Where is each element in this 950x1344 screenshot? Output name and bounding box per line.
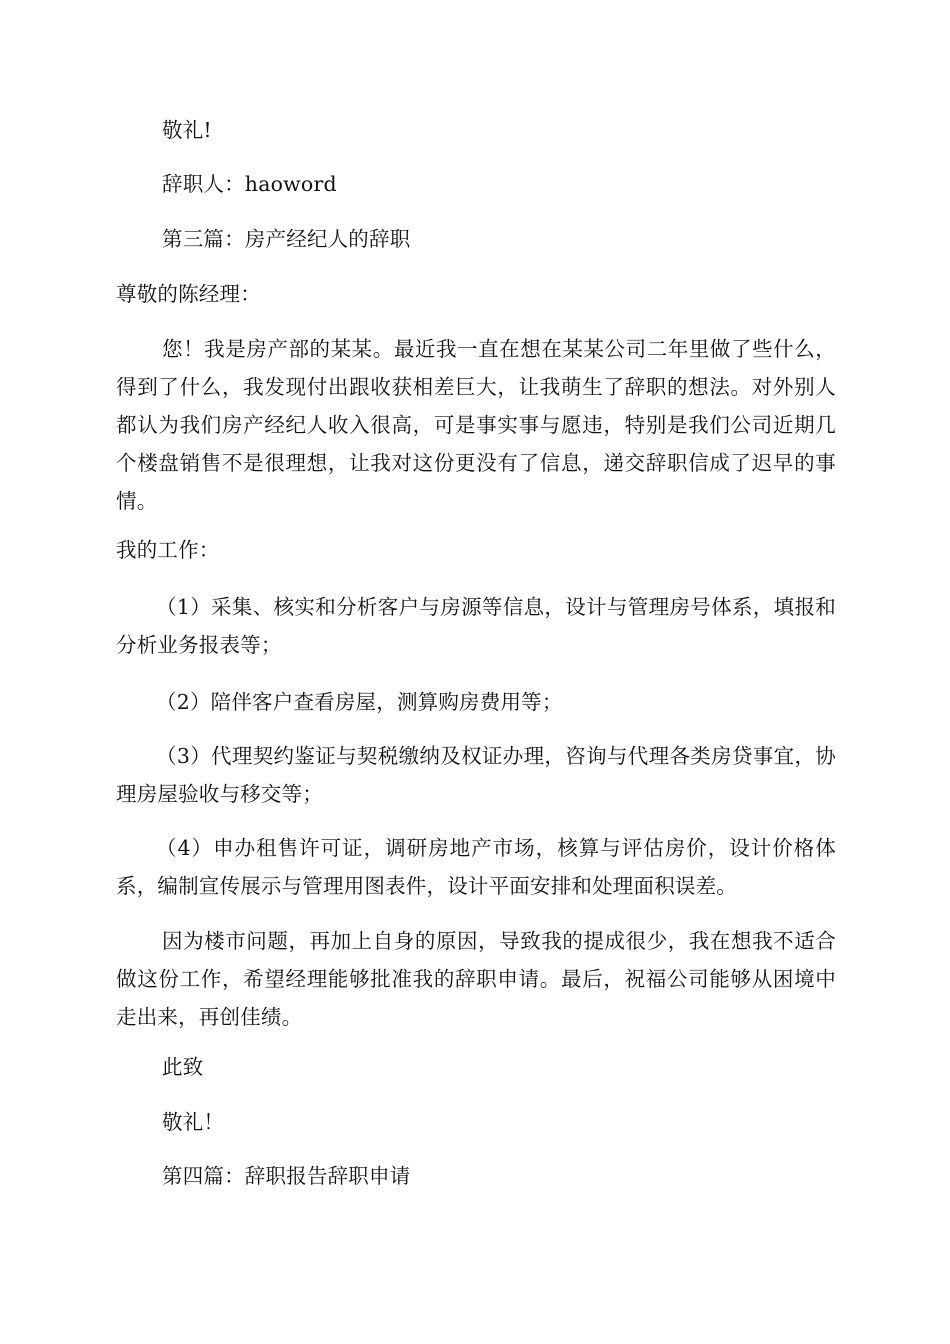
duty-item-1: （1）采集、核实和分析客户与房源等信息，设计与管理房号体系，填报和分析业务报表等； <box>116 595 836 657</box>
duty-item-4: （4）申办租售许可证，调研房地产市场，核算与评估房价，设计价格体系，编制宣传展示与管理用图表件，设计平面安排和处理面积误差。 <box>116 836 836 898</box>
section-3-title: 第三篇：房产经纪人的辞职 <box>162 227 411 251</box>
duty-item-3: （3）代理契约鉴证与契税缴纳及权证办理，咨询与代理各类房贷事宜，协理房屋验收与移交等； <box>116 744 836 806</box>
salutation: 尊敬的陈经理： <box>116 282 261 306</box>
closing-regards-top: 敬礼! <box>162 118 212 142</box>
duties-heading: 我的工作： <box>116 538 220 562</box>
section-4-title: 第四篇：辞职报告辞职申请 <box>162 1164 411 1188</box>
closing-regards: 敬礼！ <box>162 1110 225 1134</box>
closing-cizhi: 此致 <box>162 1055 204 1079</box>
duty-item-2: （2）陪伴客户查看房屋，测算购房费用等； <box>156 690 563 714</box>
reason-paragraph: 因为楼市问题，再加上自身的原因，导致我的提成很少，我在想我不适合做这份工作，希望经理能够批准我的辞职申请。最后，祝福公司能够从困境中走出来，再创佳绩。 <box>116 929 836 1029</box>
resigner-line: 辞职人：haoword <box>162 172 337 196</box>
intro-paragraph: 您！我是房产部的某某。最近我一直在想在某某公司二年里做了些什么，得到了什么，我发现付出跟收获相差巨大，让我萌生了辞职的想法。对外别人都认为我们房产经纪人收入很高，可是事实事与愿违，特别是我们公司近期几个楼盘销售不是很理想，让我对这份更没有了信息，递交辞职信成了迟早的事情。 <box>116 337 836 513</box>
